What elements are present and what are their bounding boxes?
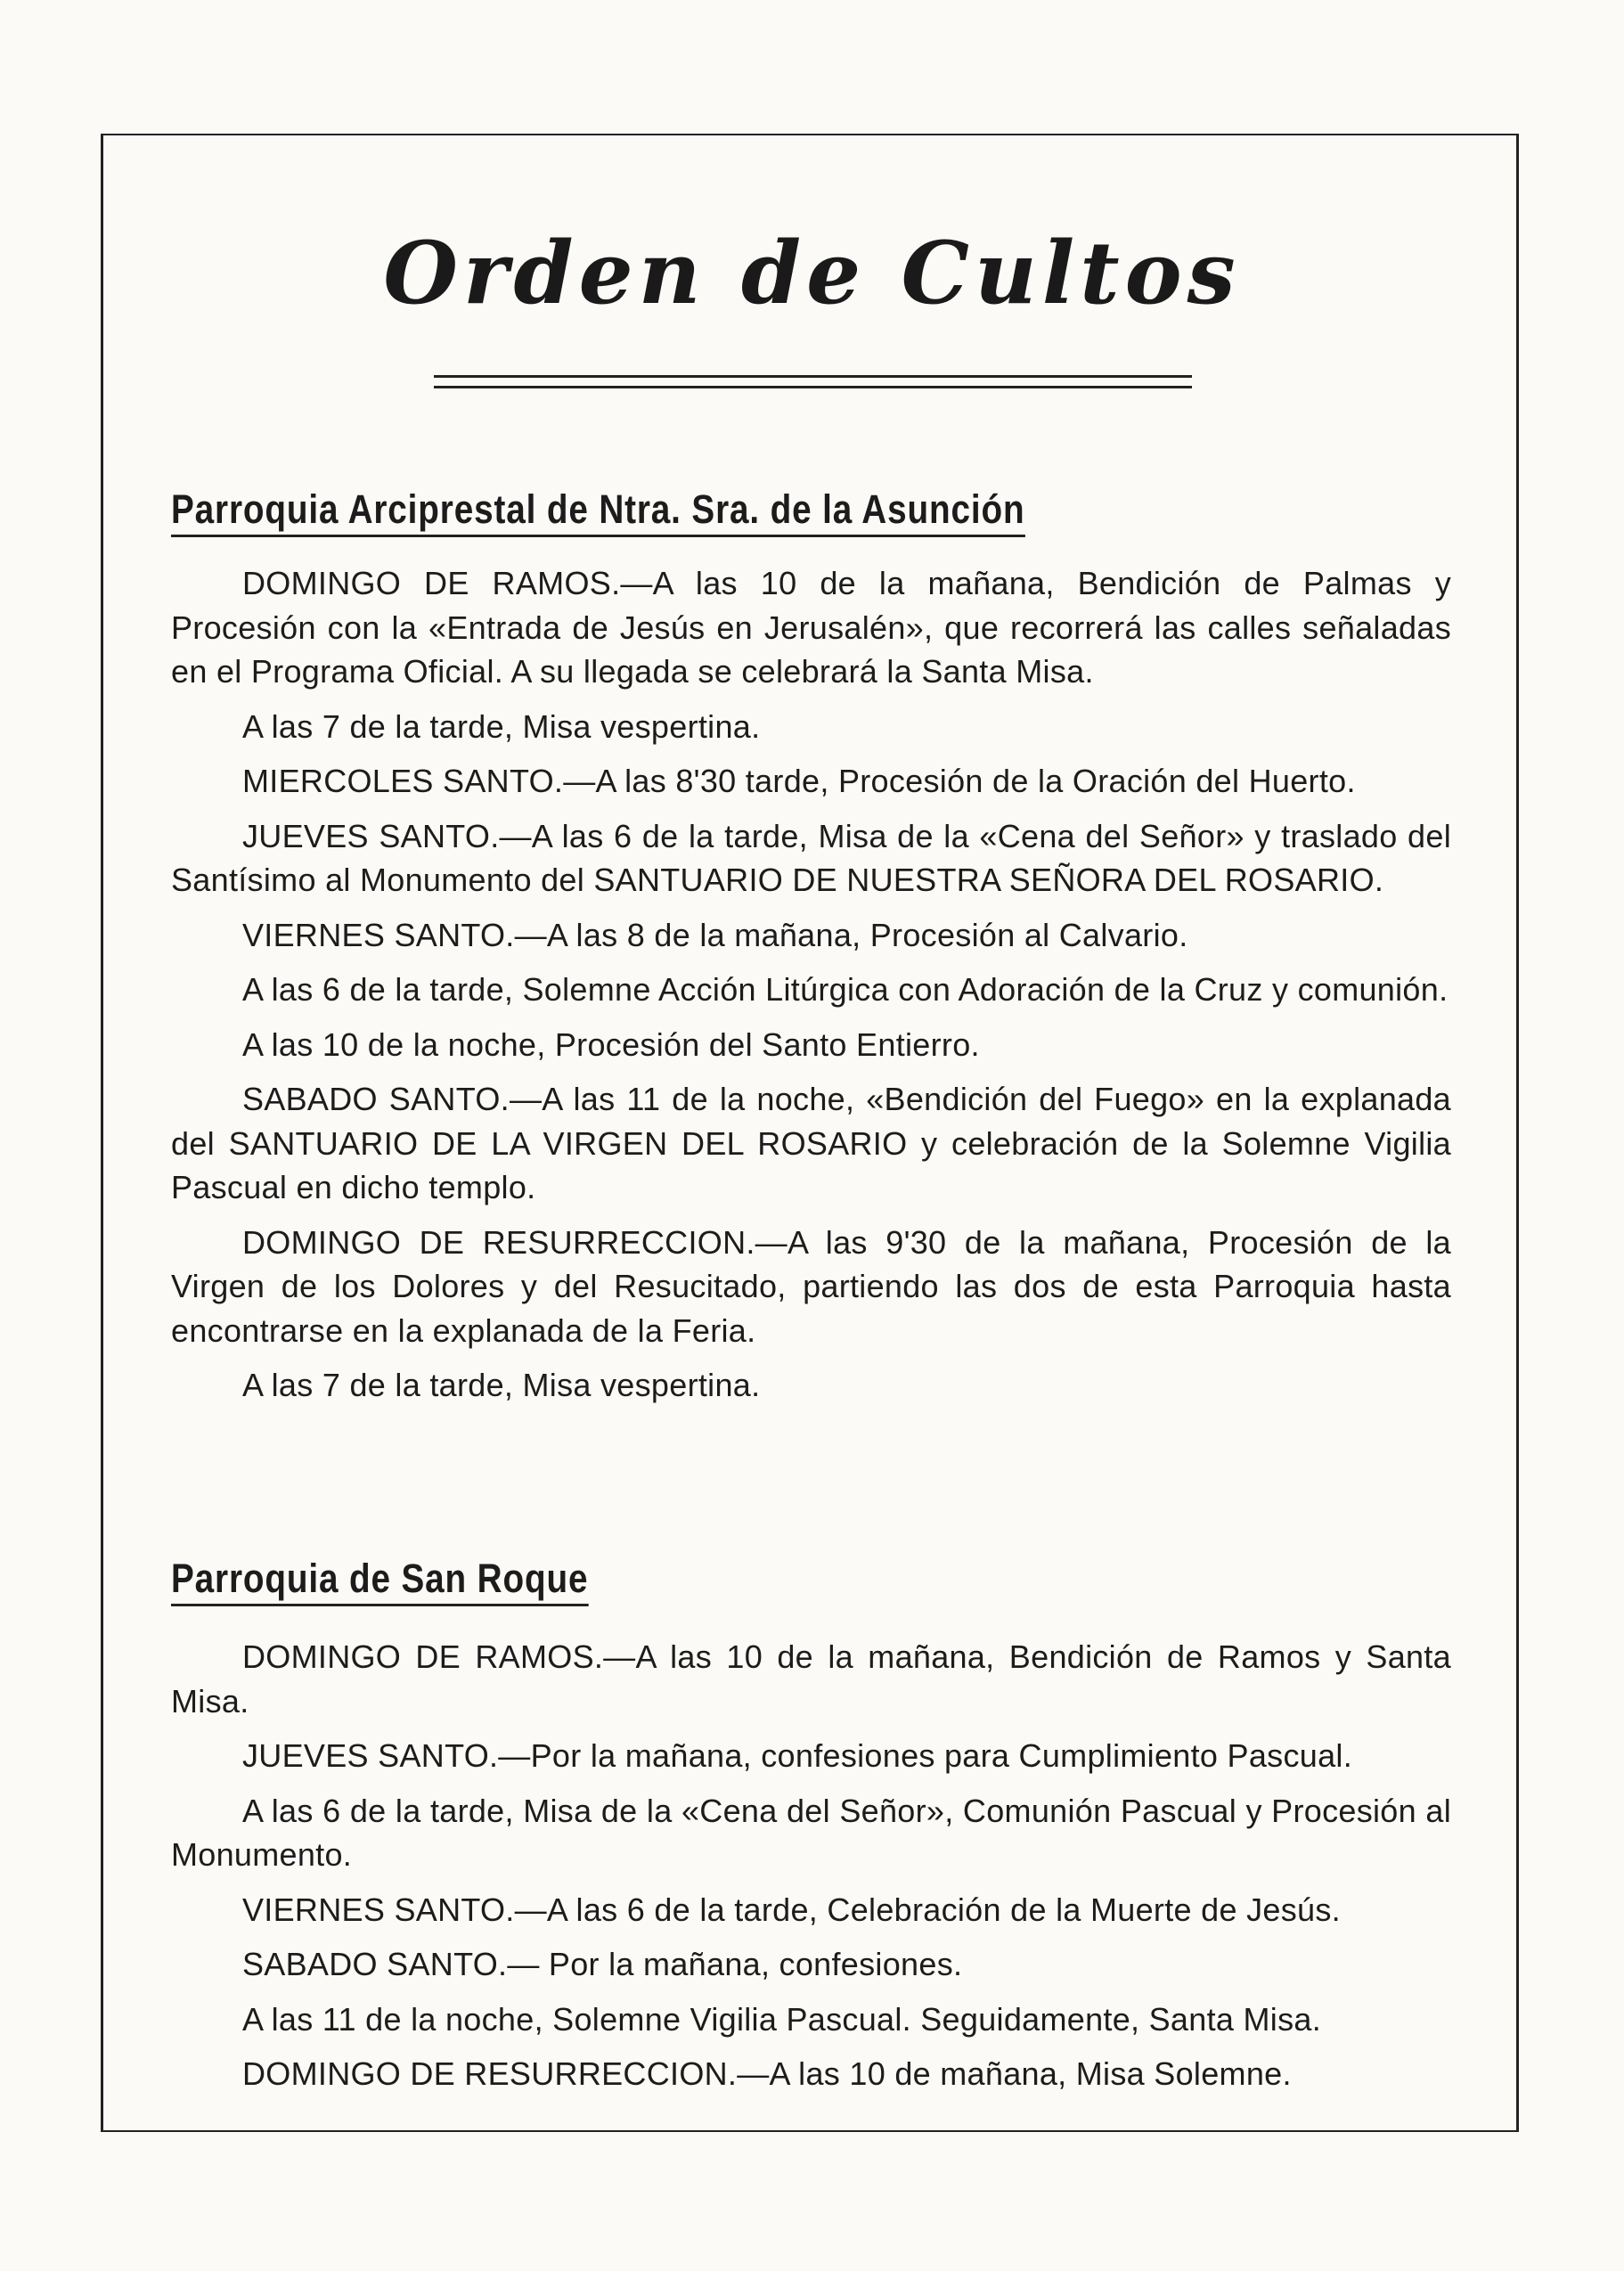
entry-viernes-santo: VIERNES SANTO.—A las 6 de la tarde, Celebración de la Muerte de Jesús.	[242, 1891, 1341, 1928]
entry-vigilia-pascual: A las 11 de la noche, Solemne Vigilia Pascual. Seguidamente, Santa Misa.	[242, 2000, 1322, 2038]
entry-sabado-santo: SABADO SANTO.—A las 11 de la noche, «Bendición del Fuego» en la explanada del SANTUARIO DE LA VIRGEN DEL ROSARIO y celebración de la Solemne Vigilia Pascual en dicho templo.	[171, 1081, 1451, 1205]
entry-misa-vespertina: A las 7 de la tarde, Misa vespertina.	[242, 707, 761, 745]
entry-domingo-resurreccion: DOMINGO DE RESURRECCION.—A las 10 de mañana, Misa Solemne.	[242, 2055, 1292, 2092]
entry-sabado-santo: SABADO SANTO.— Por la mañana, confesiones.	[242, 1946, 963, 1982]
title-rule-top	[434, 375, 1192, 378]
entry-domingo-resurreccion: DOMINGO DE RESURRECCION.—A las 9'30 de la mañana, Procesión de la Virgen de los Dolores y del Resucitado, partiendo las dos de esta Parroquia hasta encontrarse en la explanada de la Feria.	[171, 1223, 1451, 1349]
entry-jueves-santo: JUEVES SANTO.—Por la mañana, confesiones para Cumplimiento Pascual.	[242, 1737, 1352, 1774]
section-body-san-roque	[171, 1635, 1451, 2107]
entry-viernes-santo: VIERNES SANTO.—A las 8 de la mañana, Procesión al Calvario.	[242, 916, 1188, 953]
section-body-asuncion	[171, 561, 1451, 1418]
section-heading-asuncion: Parroquia Arciprestal de Ntra. Sra. de la Asunción	[171, 486, 1024, 537]
entry-domingo-ramos: DOMINGO DE RAMOS.—A las 10 de la mañana, Bendición de Ramos y Santa Misa.	[171, 1638, 1451, 1720]
section-heading-san-roque: Parroquia de San Roque	[171, 1556, 588, 1606]
entry-adoracion-cruz: A las 6 de la tarde, Solemne Acción Litúrgica con Adoración de la Cruz y comunión.	[242, 971, 1449, 1008]
entry-cena-senor: A las 6 de la tarde, Misa de la «Cena del Señor», Comunión Pascual y Procesión al Monumento.	[171, 1792, 1451, 1873]
entry-domingo-ramos: DOMINGO DE RAMOS.—A las 10 de la mañana, Bendición de Palmas y Procesión con la «Entrada de Jesús en Jerusalén», que recorrerá las calles señaladas en el Programa Oficial. A su llegada se celebrará la Santa Misa.	[171, 565, 1451, 690]
entry-misa-vespertina-2: A las 7 de la tarde, Misa vespertina.	[242, 1367, 761, 1403]
entry-jueves-santo: JUEVES SANTO.—A las 6 de la tarde, Misa de la «Cena del Señor» y traslado del Santísimo al Monumento del SANTUARIO DE NUESTRA SEÑORA DEL ROSARIO.	[171, 817, 1451, 898]
entry-miercoles-santo: MIERCOLES SANTO.—A las 8'30 tarde, Procesión de la Oración del Huerto.	[242, 763, 1356, 799]
entry-santo-entierro: A las 10 de la noche, Procesión del Santo Entierro.	[242, 1025, 980, 1063]
title-rule-bottom	[434, 386, 1192, 388]
page-title: Orden de Cultos	[383, 223, 1241, 323]
